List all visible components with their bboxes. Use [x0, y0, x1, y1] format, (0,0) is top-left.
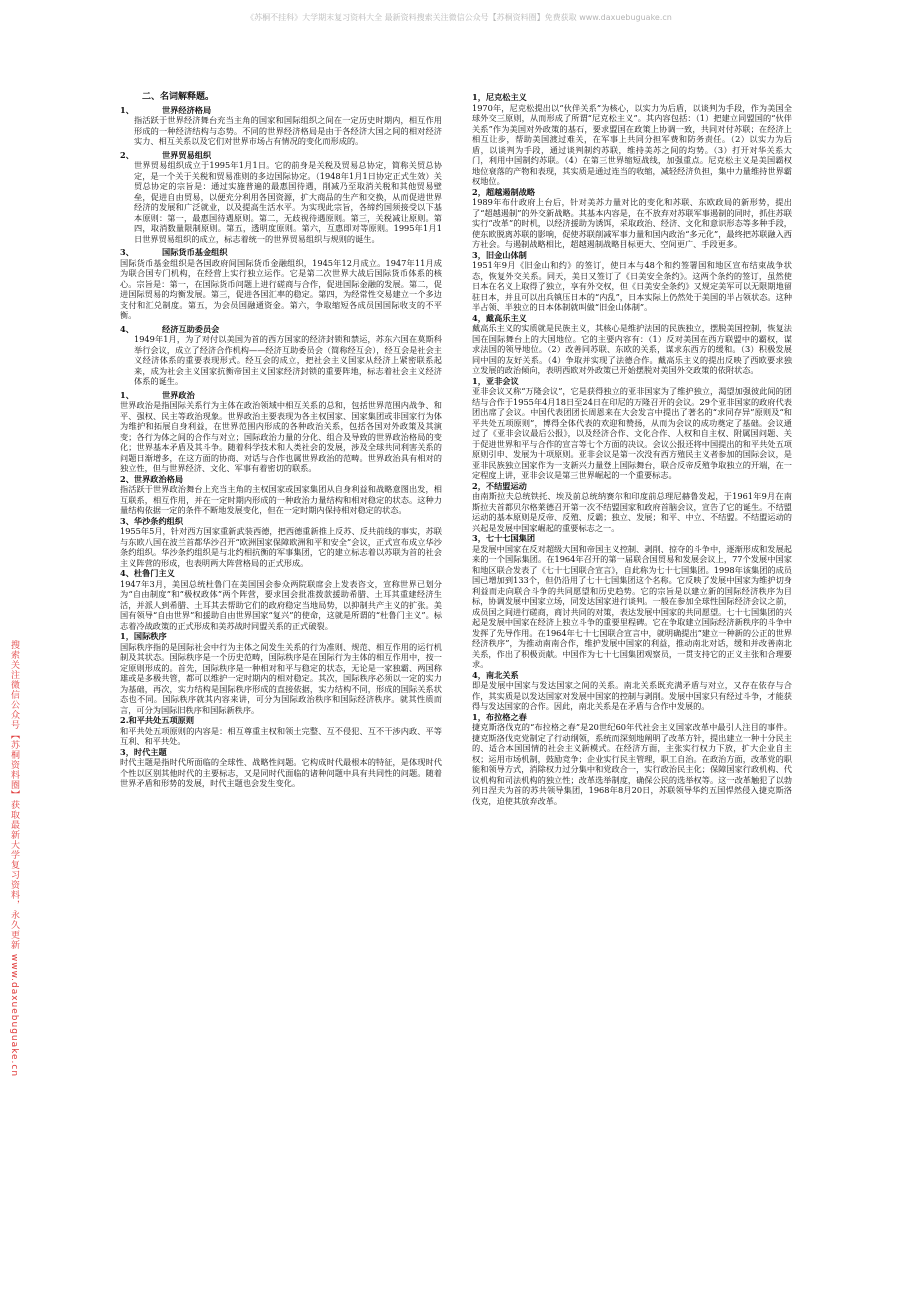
term-entry: 3，时代主题 时代主题是指时代所面临的全球性、战略性问题。它构成时代最根本的特征，是体现时代个性以区别其他时代的主要标志，又是同时代面临的诸种问题中具有共同性的问题。随着世界矛盾和形势的发展，时代主题也会发生变化。 — [120, 746, 442, 788]
term-entry: 1，尼克松主义 1970年，尼克松提出以“伙伴关系”为核心，以实力为后盾，以谈判为手段，作为美国全球外交三原则，从而形成了所谓“尼克松主义”。其内容包括：（1）把建立同盟国的“伙伴关系”作为美国对外政策的基石，要求盟国在政策上协调一致，共同对付苏联；在经济上相互让步，帮助美国渡过难关，在军事上共同分担军费和防务责任。（2）以实力为后盾，以谈判为手段，通过谈判制约苏联，维持美苏之间的均势。（3）打开对华关系大门，利用中国制约苏联。（4）在第三世界缩短战线，加强重点。尼克松主义是美国霸权地位衰落的产物和表现，其实质是通过连当的收缩，减轻经济负担，集中力量维持世界霸权地位。 — [472, 92, 792, 186]
term-text: 世界贸易组织成立于1995年1月1日。它的前身是关税及贸易总协定，简称关贸总协定，是一个关于关税和贸易准则的多边国际协定。（1948年1月1日协定正式生效）关贸总协定的宗旨是：通过实施普遍的最惠国待遇，削减乃至取消关税和其他贸易壁垒，促进自由贸易，以便充分利用各国资源，扩大商品的生产和交换，从而促进世界经济的发展和广泛就业，以及提高生活水平。为实现此宗旨，各缔约国须接受以下基本原则：第一，最惠国待遇原则。第二，无歧视待遇原则。第三，关税减让原则。第四，取消数量限制原则。第五，透明度原则。第六，互惠即对等原则。1995年1月1日世界贸易组织的成立，标志着统一的世界贸易组织与规则的诞生。 — [134, 160, 442, 244]
left-column — [120, 92, 442, 789]
term-entry: 4，南北关系 即是发展中国家与发达国家之间的关系。南北关系既充满矛盾与对立，又存在依存与合作，其实质是以发达国家对发展中国家的控制与剥削。发展中国家只有经过斗争，才能获得与发达国家的合作。因此，南北关系是在矛盾与合作中发展的。 — [472, 669, 792, 711]
term-entry: 2，超越遏制战略 1989年布什政府上台后，针对美苏力量对比的变化和苏联、东欧政局的新形势，提出了“超越遏制”的外交新战略。其基本内容是，在不放弃对苏联军事遏制的同时，抓住苏联实行“改革”的时机，以经济援助为诱饵，采取政治、经济、文化和意识形态等多种手段，使东欧脱离苏联的影响，促使苏联削减军事力量和国内政治“多元化”，最终把苏联融入西方社会。与遏制战略相比，超越遏制战略目标更大、空间更广、手段更多。 — [472, 186, 792, 249]
right-column — [472, 92, 792, 806]
term-text: 国际货币基金组织是各国政府间国际货币金融组织，1945年12月成立。1947年11月成为联合国专门机构，在经营上实行独立运作。它是第二次世界大战后国际货币体系的核心。宗旨是：第一，在国际货币问题上进行磋商与合作，促进国际金融的发展。第二，促进国际贸易的均衡发展。第三，促进各国汇率的稳定。第四，为经常性交易建立一个多边支付和汇兑制度。第五，为会员国融通资金。第六，争取缩短各成员国国际收支的不平衡。 — [120, 257, 442, 320]
term-text: 是发展中国家在反对超级大国和帝国主义控制、剥削、掠夺的斗争中，逐渐形成和发展起来的一个国际集团。在1964年召开的第一届联合国贸易和发展会议上，77个发展中国家和地区联合发表了《七十七国联合宣言》，自此称为七十七国集团。1998年该集团的成员国已增加到133个，但仍沿用了七十七国集团这个名称。它反映了发展中国家为维护切身利益而走向联合斗争的共同愿望和历史趋势。它的宗旨是以建立新的国际经济秩序为目标，协调发展中国家立场，同发达国家进行谈判。一般在参加全球性国际经济会议之前，成员国之间进行磋商，商讨共同的对策，表达发展中国家的共同愿望。七十七国集团的兴起是发展中国家在经济上独立斗争的重要里程碑。它在争取建立国际经济新秩序的斗争中发挥了先导作用。在1964年七十七国联合宣言中，就明确提出“建立一种新的公正的世界经济秩序”，为推动南南合作，维护发展中国家的利益，推动南北对话，缓和并改善南北关系，作出了积极贡献。中国作为七十七国集团观察员，一贯支持它的正义主张和合理要求。 — [472, 543, 792, 669]
section-title: 二、名词解释题。 — [142, 92, 215, 102]
term-text: 由南斯拉夫总统铁托、埃及前总统纳赛尔和印度前总理尼赫鲁发起，于1961年9月在南斯拉夫首都贝尔格莱德召开第一次不结盟国家和政府首脑会议，宣告了它的诞生。不结盟运动的基本原则是反帝、反殖、反霸；独立、发展；和平、中立、不结盟。不结盟运动的兴起是发展中国家崛起的重要标志之一。 — [472, 491, 792, 533]
term-entry: 1、 世界政治 世界政治是指国际关系行为主体在政治领域中相互关系的总和，包括世界范围内战争、和平、强权、民主等政治现象。世界政治主要表现为各主权国家、国家集团或非国家行为体为维护和拓展自身利益，在世界范围内形成的各种政治关系，包括各国对外政策及其演变；各行为体之间的合作与对立；国际政治力量的分化、组合及导致的世界政治格局的变化；世界基本矛盾及其斗争。随着科学技术和人类社会的发展，涉及全球共同利害关系的问题日渐增多，在这方面的协商、对话与合作也属世界政治的范畴。世界政治具有相对的独立性，但与世界经济、文化、军事有着密切的联系。 — [120, 389, 442, 473]
term-text: 捷克斯洛伐克的“布拉格之春”是20世纪60年代社会主义国家改革中最引人注目的事件。捷克斯洛伐克党制定了行动纲领，系统而深刻地阐明了改革方针，提出建立一种十分民主的、适合本国国情的社会主义新模式。在经济方面，主张实行权力下放，扩大企业自主权；运用市场机制，鼓励竞争；企业实行民主管理，职工自治。在政治方面，改革党的职能和领导方式，消除权力过分集中和党政合一，实行政治民主化；保障国家行政机构、代议机构和司法机构的独立性；改革选举制度，确保公民的选举权等。这一改革触犯了以勃列日涅夫为首的苏共领导集团，1968年8月20日，苏联领导华约五国悍然侵入捷克斯洛伐克，迫使其放弃改革。 — [472, 722, 792, 806]
term-entry: 1，布拉格之春 捷克斯洛伐克的“布拉格之春”是20世纪60年代社会主义国家改革中最引人注目的事件。捷克斯洛伐克党制定了行动纲领，系统而深刻地阐明了改革方针，提出建立一种十分民主的、适合本国国情的社会主义新模式。在经济方面，主张实行权力下放，扩大企业自主权；运用市场机制，鼓励竞争；企业实行民主管理，职工自治。在政治方面，改革党的职能和领导方式，消除权力过分集中和党政合一，实行政治民主化；保障国家行政机构、代议机构和司法机构的独立性；改革选举制度，确保公民的选举权等。这一改革触犯了以勃列日涅夫为首的苏共领导集团，1968年8月20日，苏联领导华约五国悍然侵入捷克斯洛伐克，迫使其放弃改革。 — [472, 711, 792, 806]
term-text: 1947年3月，美国总统杜鲁门在美国国会参众两院联席会上发表咨文，宣称世界已划分为“自由制度”和“极权政体”两个阵营，要求国会批准拨款援助希腊、土耳其重建经济生活，并派人到希腊、土耳其去帮助它们的政府稳定当地局势，以抑制共产主义的扩张。美国有领导“自由世界”和援助自由世界国家“复兴”的使命，这就是所谓的“杜鲁门主义”。标志着冷战政策的正式形成和美苏战时同盟关系的正式破裂。 — [120, 578, 442, 631]
term-entry: 1，亚非会议 亚非会议又称“万隆会议”，它是获得独立的亚非国家为了维护独立，渴望加强彼此间的团结与合作于1955年4月18日至24日在印尼的万隆召开的会议。29个亚非国家的政府代表团出席了会议。中国代表团团长周恩来在大会发言中提出了著名的“求同存异”原则及“和平共处五项原则”，博得全体代表的欢迎和赞扬，从而为会议的成功奠定了基础。会议通过了《亚非会议最后公报》，以及经济合作、文化合作、人权和自主权、附属国问题、关于促进世界和平与合作的宣言等七个方面的决议。会议公报还将中国提出的和平共处五项原则引申、发展为十项原则。亚非会议是第一次没有西方殖民主义者参加的国际会议，是亚非民族独立国家作为一支新兴力量登上国际舞台，联合反帝反殖争取独立的开端，在一定程度上讲，亚非会议是第三世界崛起的一个重要标志。 — [472, 375, 792, 480]
term-text: 1955年5月，针对西方国家重新武装西德，把西德重新推上反苏、反共前线的事实，苏联与东欧八国在波兰首都华沙召开“欧洲国家保障欧洲和平和安全”会议，正式宣布成立华沙条约组织。华沙条约组织是与北约相抗衡的军事集团，它的建立标志着以苏联为首的社会主义阵营的形成，也表明两大阵营格局的正式形成。 — [120, 526, 442, 568]
term-text: 戴高乐主义的实质就是民族主义，其核心是维护法国的民族独立，摆脱美国控制，恢复法国在国际舞台上的大国地位。它的主要内容有：（1）反对美国在西方联盟中的霸权，谋求法国的领导地位。（2）改善同苏联、东欧的关系，谋求东西方的缓和。（3）积极发展同中国的友好关系。（4）争取并实现了法德合作。戴高乐主义的提出反映了西欧要求独立发展的政治倾向，表明西欧对外政策已开始摆脱对美国外交政策的依附状态。 — [472, 323, 792, 375]
term-text: 和平共处五项原则的内容是：相互尊重主权和领土完整、互不侵犯、互不干涉内政、平等互利、和平共处。 — [120, 725, 442, 746]
term-entry: 4、 经济互助委员会 1949年1月，为了对付以美国为首的西方国家的经济封锁和禁运，苏东六国在莫斯科举行会议，成立了经济合作机构——经济互助委员会（简称经互会），经互会是社会主义经济体系的重要表现形式。经互会的成立，把社会主义国家从经济上紧密联系起来，成为社会主义国家抗衡帝国主义国家经济封锁的重要阵地，标志着社会主义经济体系的诞生。 — [120, 323, 442, 386]
term-entry: 3，七十七国集团 是发展中国家在反对超级大国和帝国主义控制、剥削、掠夺的斗争中，逐渐形成和发展起来的一个国际集团。在1964年召开的第一届联合国贸易和发展会议上，77个发展中国家和地区联合发表了《七十七国联合宣言》，自此称为七十七国集团。1998年该集团的成员国已增加到133个，但仍沿用了七十七国集团这个名称。它反映了发展中国家为维护切身利益而走向联合斗争的共同愿望和历史趋势。它的宗旨是以建立新的国际经济秩序为目标，协调发展中国家立场，同发达国家进行谈判。一般在参加全球性国际经济会议之前，成员国之间进行磋商，商讨共同的对策，表达发展中国家的共同愿望。七十七国集团的兴起是发展中国家在经济上独立斗争的重要里程碑。它在争取建立国际经济新秩序的斗争中发挥了先导作用。在1964年七十七国联合宣言中，就明确提出“建立一种新的公正的世界经济秩序”，为推动南南合作，维护发展中国家的利益，推动南北对话，缓和并改善南北关系，作出了积极贡献。中国作为七十七国集团观察员，一贯支持它的正义主张和合理要求。 — [472, 533, 792, 669]
term-text: 1989年布什政府上台后，针对美苏力量对比的变化和苏联、东欧政局的新形势，提出了“超越遏制”的外交新战略。其基本内容是，在不放弃对苏联军事遏制的同时，抓住苏联实行“改革”的时机，以经济援助为诱饵，采取政治、经济、文化和意识形态等多种手段，使东欧脱离苏联的影响，促使苏联削减军事力量和国内政治“多元化”，最终把苏联融入西方社会。与遏制战略相比，超越遏制战略目标更大、空间更广、手段更多。 — [472, 197, 792, 249]
side-watermark: 搜索关注微信公众号【苏桐资料圈】获取最新大学复习资料，永久更新 www.daxuebuguake.cn — [9, 640, 19, 1078]
term-entry: 3，旧金山体制 1951年9月《旧金山和约》的签订，使日本与48个和约签署国和地区宣布结束战争状态，恢复外交关系。同天，美日又签订了《日美安全条约》。这两个条约的签订，虽然使日本在名义上取得了独立，享有外交权，但《日美安全条约》又规定美军可以无限期地留驻日本，并且可以出兵镇压日本的“内乱”，日本实际上仍然处于美国的半占领状态。这种半占领、半独立的日本体制就叫做“旧金山体制”。 — [472, 249, 792, 312]
term-text: 1970年，尼克松提出以“伙伴关系”为核心，以实力为后盾，以谈判为手段，作为美国全球外交三原则，从而形成了所谓“尼克松主义”。其内容包括：（1）把建立同盟国的“伙伴关系”作为美国对外政策的基石，要求盟国在政策上协调一致，共同对付苏联；在经济上相互让步，帮助美国渡过难关，在军事上共同分担军费和防务责任。（2）以实力为后盾，以谈判为手段，通过谈判制约苏联，维持美苏之间的均势。（3）打开对华关系大门，利用中国制约苏联。（4）在第三世界缩短战线，加强重点。尼克松主义是美国霸权地位衰落的产物和表现，其实质是通过连当的收缩，减轻经济负担，集中力量维持世界霸权地位。 — [472, 102, 792, 186]
term-entry: 4，戴高乐主义 戴高乐主义的实质就是民族主义，其核心是维护法国的民族独立，摆脱美国控制，恢复法国在国际舞台上的大国地位。它的主要内容有：（1）反对美国在西方联盟中的霸权，谋求法国的领导地位。（2）改善同苏联、东欧的关系，谋求东西方的缓和。（3）积极发展同中国的友好关系。（4）争取并实现了法德合作。戴高乐主义的提出反映了西欧要求独立发展的政治倾向，表明西欧对外政策已开始摆脱对美国外交政策的依附状态。 — [472, 312, 792, 375]
term-entry: 2、世界政治格局 指活跃于世界政治舞台上充当主角的主权国家或国家集团从自身利益和战略意图出发，相互联系，相互作用，并在一定时期内形成的一种政治力量结构和相对稳定的状态。这种力量结构依据一定的条件不断地发展变化，但在一定时期内保持相对稳定的状态。 — [120, 473, 442, 515]
term-entry: 3、 国际货币基金组织 国际货币基金组织是各国政府间国际货币金融组织，1945年12月成立。1947年11月成为联合国专门机构，在经营上实行独立运作。它是第二次世界大战后国际货币体系的核心。宗旨是：第一，在国际货币问题上进行磋商与合作，促进国际金融的发展。第二，促进国际贸易的均衡发展。第三，促进各国汇率的稳定。第四，为经常性交易建立一个多边支付和汇兑制度。第五，为会员国融通资金。第六，争取缩短各成员国国际收支的不平衡。 — [120, 247, 442, 320]
term-text: 指活跃于世界经济舞台充当主角的国家和国际组织之间在一定历史时期内，相互作用形成的一种经济结构与态势。不同的世界经济格局是由于各经济大国之间的相对经济实力、相互关系以及它们对世界市场占有情况的变化而形成的。 — [134, 115, 442, 146]
term-text: 时代主题是指时代所面临的全球性、战略性问题。它构成时代最根本的特征，是体现时代个性以区别其他时代的主要标志，又是同时代面临的诸种问题中具有共同性的问题。随着世界矛盾和形势的发展，时代主题也会发生变化。 — [120, 757, 442, 788]
term-entry: 2、 世界贸易组织 世界贸易组织成立于1995年1月1日。它的前身是关税及贸易总协定，简称关贸总协定，是一个关于关税和贸易准则的多边国际协定。（1948年1月1日协定正式生效）关贸总协定的宗旨是：通过实施普遍的最惠国待遇，削减乃至取消关税和其他贸易壁垒，促进自由贸易，以便充分利用各国资源，扩大商品的生产和交换，从而促进世界经济的发展和广泛就业，以及提高生活水平。为实现此宗旨，各缔约国须接受以下基本原则：第一，最惠国待遇原则。第二，无歧视待遇原则。第三，关税减让原则。第四，取消数量限制原则。第五，透明度原则。第六，互惠即对等原则。1995年1月1日世界贸易组织的成立，标志着统一的世界贸易组织与规则的诞生。 — [120, 149, 442, 244]
term-text: 1949年1月，为了对付以美国为首的西方国家的经济封锁和禁运，苏东六国在莫斯科举行会议，成立了经济合作机构——经济互助委员会（简称经互会），经互会是社会主义经济体系的重要表现形式。经互会的成立，把社会主义国家从经济上紧密联系起来，成为社会主义国家抗衡帝国主义国家经济封锁的重要阵地，标志着社会主义经济体系的诞生。 — [134, 334, 442, 386]
term-entry: 1，国际秩序 国际秩序指的是国际社会中行为主体之间发生关系的行为准则、规范、相互作用的运行机制及其状态。国际秩序是一个历史范畴，国际秩序是在国际行为主体的相互作用中，按一定原则形成的。首先，国际秩序是一种相对和平与稳定的状态，无论是一家独霸、两国称雄或是多极共管，都可以维护一定时期内的相对稳定。其次，国际秩序必须以一定的实力为基础，再次，实力结构是国际秩序形成的直接依据，实力结构不同，形成的国际关系状态也不同。国际秩序就其内容来讲，可分为国际政治秩序和国际经济秩序。就其性质而言，可分为国际旧秩序和国际新秩序。 — [120, 631, 442, 715]
term-text: 指活跃于世界政治舞台上充当主角的主权国家或国家集团从自身利益和战略意图出发，相互联系，相互作用，并在一定时期内形成的一种政治力量结构和相对稳定的状态。这种力量结构依据一定的条件不断地发展变化，但在一定时期内保持相对稳定的状态。 — [120, 484, 442, 515]
term-text: 亚非会议又称“万隆会议”，它是获得独立的亚非国家为了维护独立，渴望加强彼此间的团结与合作于1955年4月18日至24日在印尼的万隆召开的会议。29个亚非国家的政府代表团出席了会议。中国代表团团长周恩来在大会发言中提出了著名的“求同存异”原则及“和平共处五项原则”，博得全体代表的欢迎和赞扬，从而为会议的成功奠定了基础。会议通过了《亚非会议最后公报》，以及经济合作、文化合作、人权和自主权、附属国问题、关于促进世界和平与合作的宣言等七个方面的决议。会议公报还将中国提出的和平共处五项原则引申、发展为十项原则。亚非会议是第一次没有西方殖民主义者参加的国际会议，是亚非民族独立国家作为一支新兴力量登上国际舞台，联合反帝反殖争取独立的开端，在一定程度上讲，亚非会议是第三世界崛起的一个重要标志。 — [472, 386, 792, 480]
term-text: 1951年9月《旧金山和约》的签订，使日本与48个和约签署国和地区宣布结束战争状态，恢复外交关系。同天，美日又签订了《日美安全条约》。这两个条约的签订，虽然使日本在名义上取得了独立，享有外交权，但《日美安全条约》又规定美军可以无限期地留驻日本，并且可以出兵镇压日本的“内乱”，日本实际上仍然处于美国的半占领状态。这种半占领、半独立的日本体制就叫做“旧金山体制”。 — [472, 260, 792, 312]
term-text: 即是发展中国家与发达国家之间的关系。南北关系既充满矛盾与对立，又存在依存与合作，其实质是以发达国家对发展中国家的控制与剥削。发展中国家只有经过斗争，才能获得与发达国家的合作。因此，南北关系是在矛盾与合作中发展的。 — [472, 680, 792, 711]
term-entry: 4、杜鲁门主义 1947年3月，美国总统杜鲁门在美国国会参众两院联席会上发表咨文，宣称世界已划分为“自由制度”和“极权政体”两个阵营，要求国会批准拨款援助希腊、土耳其重建经济生活，并派人到希腊、土耳其去帮助它们的政府稳定当地局势，以抑制共产主义的扩张。美国有领导“自由世界”和援助自由世界国家“复兴”的使命，这就是所谓的“杜鲁门主义”。标志着冷战政策的正式形成和美苏战时同盟关系的正式破裂。 — [120, 568, 442, 631]
watermark-header: 《苏桐不挂科》大学期末复习资料大全 最新资料搜索关注微信公众号【苏桐资料圈】免费获取 www.daxuebuguake.cn — [246, 13, 672, 22]
term-text: 世界政治是指国际关系行为主体在政治领域中相互关系的总和，包括世界范围内战争、和平、强权、民主等政治现象。世界政治主要表现为各主权国家、国家集团或非国家行为体为维护和拓展自身利益，在世界范围内形成的各种政治关系，包括各国对外政策及其演变；各行为体之间的合作与对立；国际政治力量的分化、组合及导致的世界政治格局的变化；世界基本矛盾及其斗争。随着科学技术和人类社会的发展，涉及全球共同利害关系的问题日渐增多，在这方面的协商、对话与合作也属世界政治的范畴。世界政治具有相对的独立性，但与世界经济、文化、军事有着密切的联系。 — [120, 400, 442, 473]
term-entry: 3、华沙条约组织 1955年5月，针对西方国家重新武装西德，把西德重新推上反苏、反共前线的事实，苏联与东欧八国在波兰首都华沙召开“欧洲国家保障欧洲和平和安全”会议，正式宣布成立华沙条约组织。华沙条约组织是与北约相抗衡的军事集团，它的建立标志着以苏联为首的社会主义阵营的形成，也表明两大阵营格局的正式形成。 — [120, 515, 442, 568]
term-entry: 2.和平共处五项原则 和平共处五项原则的内容是：相互尊重主权和领土完整、互不侵犯、互不干涉内政、平等互利、和平共处。 — [120, 715, 442, 746]
term-entry: 1、 世界经济格局 指活跃于世界经济舞台充当主角的国家和国际组织之间在一定历史时期内，相互作用形成的一种经济结构与态势。不同的世界经济格局是由于各经济大国之间的相对经济实力、相互关系以及它们对世界市场占有情况的变化而形成的。 — [120, 104, 442, 146]
term-entry: 2，不结盟运动 由南斯拉夫总统铁托、埃及前总统纳赛尔和印度前总理尼赫鲁发起，于1961年9月在南斯拉夫首都贝尔格莱德召开第一次不结盟国家和政府首脑会议，宣告了它的诞生。不结盟运动的基本原则是反帝、反殖、反霸；独立、发展；和平、中立、不结盟。不结盟运动的兴起是发展中国家崛起的重要标志之一。 — [472, 480, 792, 533]
term-text: 国际秩序指的是国际社会中行为主体之间发生关系的行为准则、规范、相互作用的运行机制及其状态。国际秩序是一个历史范畴，国际秩序是在国际行为主体的相互作用中，按一定原则形成的。首先，国际秩序是一种相对和平与稳定的状态，无论是一家独霸、两国称雄或是多极共管，都可以维护一定时期内的相对稳定。其次，国际秩序必须以一定的实力为基础，再次，实力结构是国际秩序形成的直接依据，实力结构不同，形成的国际关系状态也不同。国际秩序就其内容来讲，可分为国际政治秩序和国际经济秩序。就其性质而言，可分为国际旧秩序和国际新秩序。 — [120, 641, 442, 715]
